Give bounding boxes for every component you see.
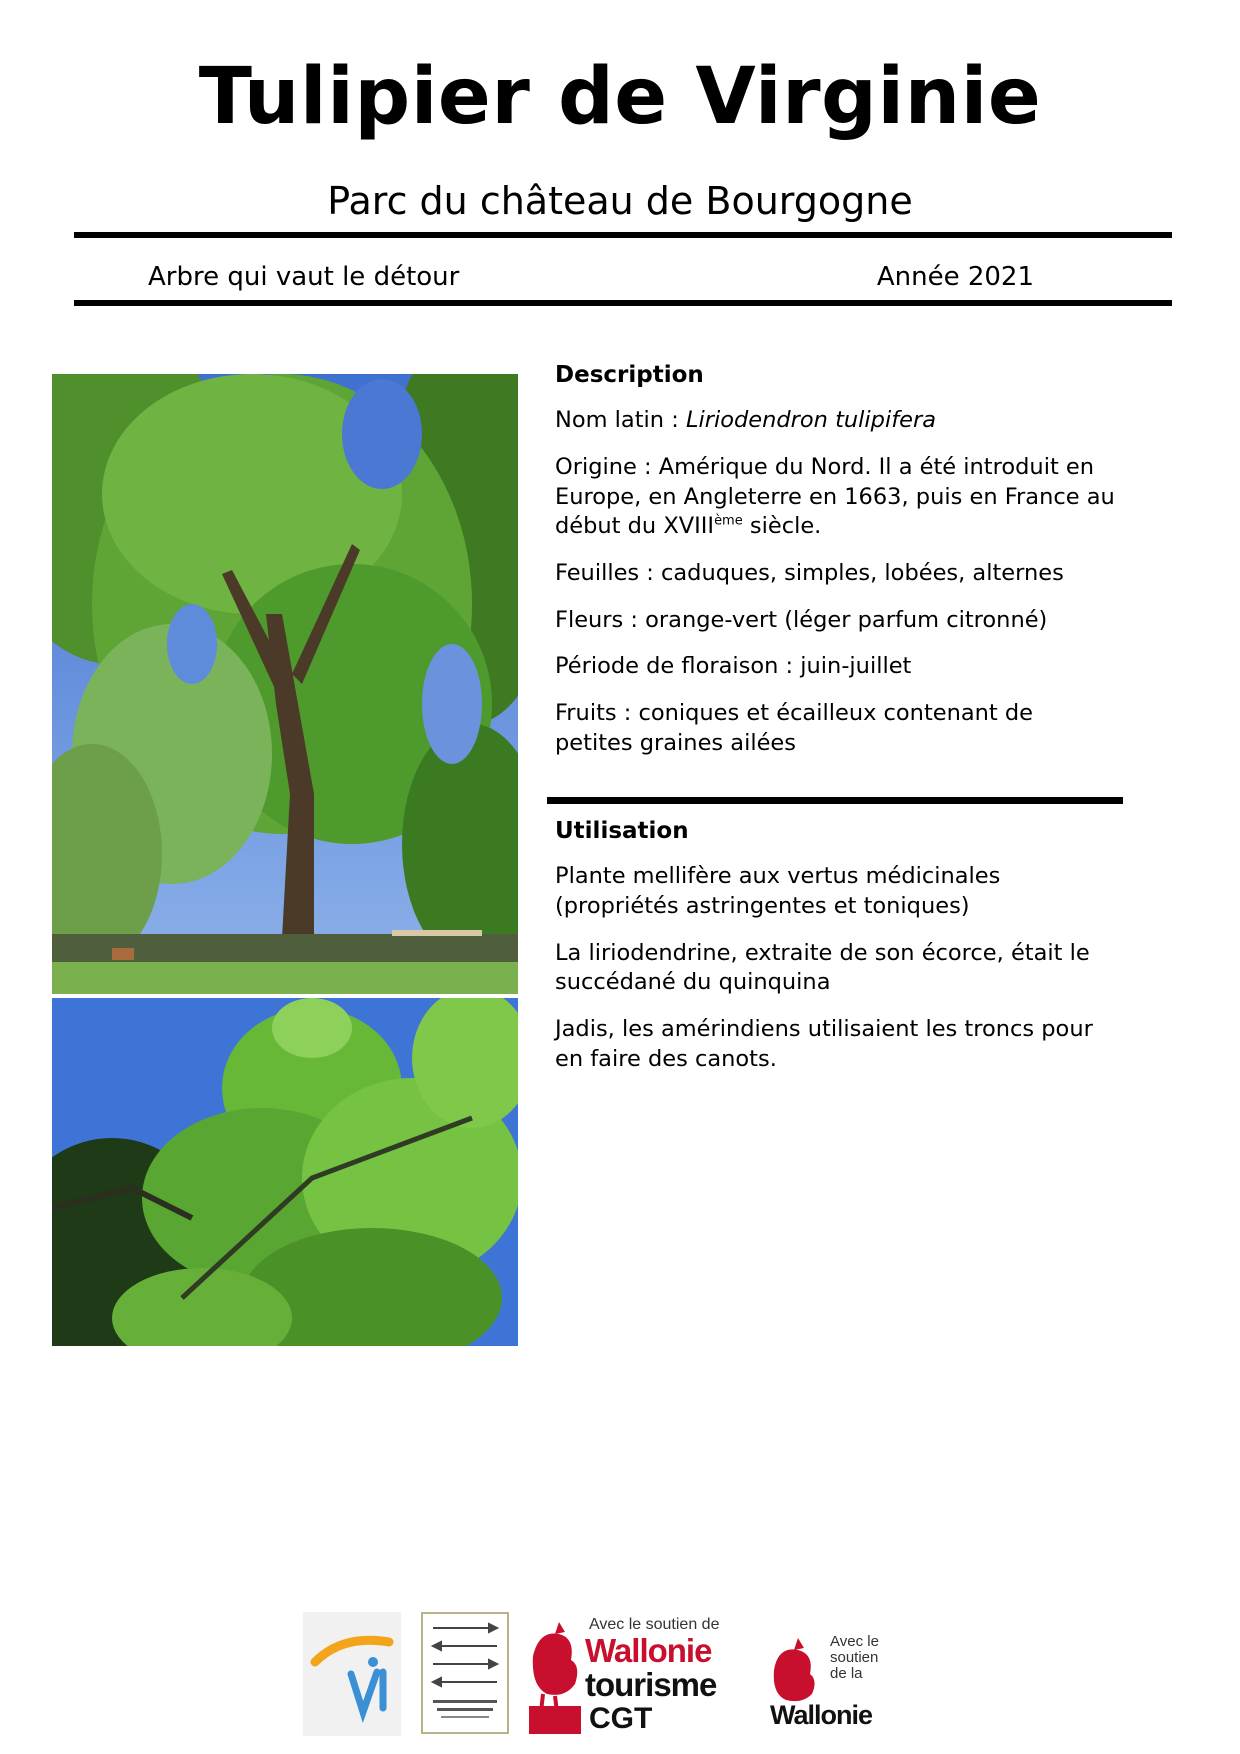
usage-section (555, 816, 1115, 1091)
category-label: Arbre qui vaut le détour (148, 262, 460, 292)
page-subtitle: Parc du château de Bourgogne (327, 179, 913, 223)
wallonie-text-line: de la (830, 1664, 863, 1682)
flowering-line: Période de floraison : juin-juillet (555, 653, 912, 680)
year-label: Année 2021 (876, 262, 1034, 292)
origin-superscript: ème (714, 513, 743, 529)
origin-text: Origine : Amérique du Nord. Il a été introduit en Europe, en Angleterre en 1663, puis en France au début du XVIII (555, 454, 1115, 540)
sponsor-logos (0, 1612, 1240, 1742)
top-rule (74, 232, 1172, 238)
parcs-jardins-logo (421, 1612, 509, 1734)
page-title: Tulipier de Virginie (198, 52, 1042, 142)
escalpade-logo (303, 1612, 401, 1736)
wallonie-brand: Wallonie (770, 1700, 873, 1730)
origin-line (555, 453, 1115, 542)
usage-heading: Utilisation (555, 818, 689, 844)
section-divider (547, 797, 1123, 804)
latin-label: Nom latin : (555, 407, 686, 434)
wallonie-tourisme-line2: tourisme (585, 1666, 717, 1703)
origin-end: siècle. (742, 513, 822, 540)
wallonie-text-line: soutien (830, 1648, 879, 1666)
wallonie-tourisme-line1: Wallonie (585, 1632, 712, 1669)
leaves-photo (52, 998, 518, 1346)
header-bottom-rule (74, 300, 1172, 306)
description-heading: Description (555, 362, 704, 388)
wallonie-logo (768, 1634, 900, 1734)
latin-name: Liriodendron tulipifera (685, 407, 937, 434)
wallonie-tourisme-top-text: Avec le soutien de (589, 1616, 720, 1633)
wallonie-tourisme-line3: CGT (589, 1702, 653, 1735)
flowers-line: Fleurs : orange-vert (léger parfum citronné) (555, 606, 1048, 633)
usage-item: La liriodendrine, extraite de son écorce, était le succédané du quinquina (555, 939, 1090, 996)
latin-name-line (555, 406, 1115, 436)
wallonie-text-line: Avec le (830, 1633, 879, 1650)
wallonie-tourisme-logo (525, 1616, 730, 1736)
leaves-line: Feuilles : caduques, simples, lobées, alternes (555, 560, 1064, 587)
wallonie-support-text (830, 1634, 879, 1681)
usage-item: Plante mellifère aux vertus médicinales (propriétés astringentes et toniques) (555, 863, 1001, 920)
fruits-line: Fruits : coniques et écailleux contenant de petites graines ailées (555, 700, 1034, 756)
usage-item: Jadis, les amérindiens utilisaient les troncs pour en faire des canots. (555, 1016, 1093, 1072)
tree-photo (52, 374, 518, 994)
description-section (555, 360, 1115, 776)
